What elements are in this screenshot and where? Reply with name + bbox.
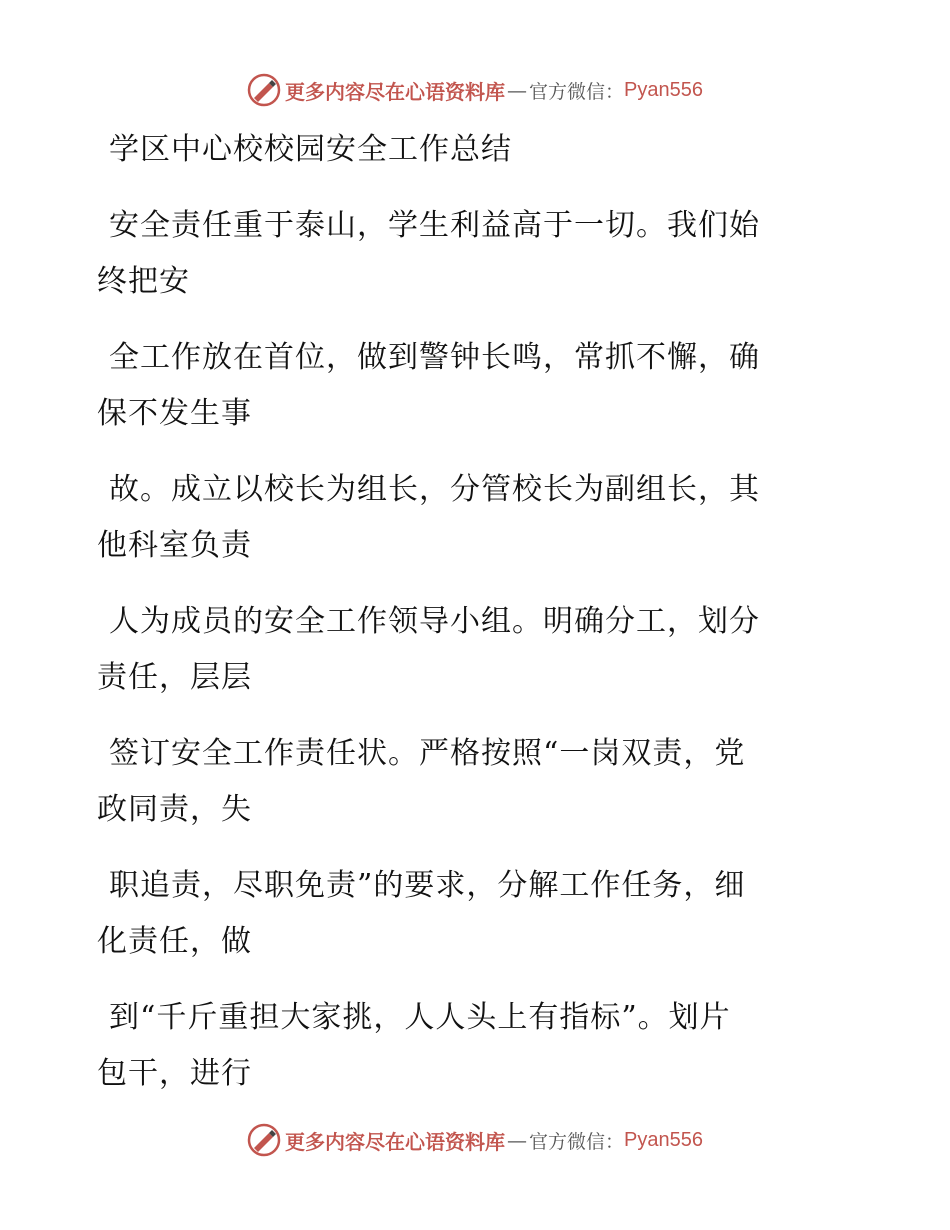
paragraph-line: 人为成员的安全工作领导小组。明确分工，划分 (109, 604, 760, 639)
paragraph-line: 包干，进行 (97, 1056, 252, 1091)
banner-wechat-label: 官方微信： (529, 80, 625, 103)
paragraph-line: 故。成立以校长为组长，分管校长为副组长，其 (109, 472, 760, 507)
banner-site-name: 更多内容尽在心语资料库 (285, 79, 505, 104)
paragraph-line: 终把安 (97, 264, 190, 299)
document-title: 学区中心校校园安全工作总结 (109, 132, 512, 167)
paragraph-line: 政同责，失 (97, 792, 252, 827)
banner-wechat-label: 官方微信： (529, 1130, 625, 1153)
pen-logo-icon (247, 73, 281, 107)
paragraph-line: 责任，层层 (97, 660, 252, 695)
banner-separator: — (507, 78, 527, 102)
paragraph-line: 职追责，尽职免责”的要求，分解工作任务，细 (109, 868, 746, 903)
banner-site-name: 更多内容尽在心语资料库 (285, 1129, 505, 1154)
banner-separator: — (507, 1128, 527, 1152)
paragraph-line: 签订安全工作责任状。严格按照“一岗双责，党 (109, 736, 746, 771)
paragraph-line: 全工作放在首位，做到警钟长鸣，常抓不懈，确 (109, 340, 760, 375)
paragraph-line: 到“千斤重担大家挑，人人头上有指标”。划片 (109, 1000, 731, 1035)
paragraph-line: 安全责任重于泰山，学生利益高于一切。我们始 (109, 208, 760, 243)
footer-banner (0, 1120, 950, 1160)
banner-wechat-id: Pyan556 (624, 1128, 703, 1151)
pen-logo-icon (247, 1123, 281, 1157)
banner-wechat-id: Pyan556 (624, 78, 703, 101)
document-body (97, 122, 837, 1102)
paragraph-line: 他科室负责 (97, 528, 252, 563)
paragraph-line: 保不发生事 (97, 396, 252, 431)
header-banner (0, 70, 950, 110)
paragraph-line: 化责任，做 (97, 924, 252, 959)
